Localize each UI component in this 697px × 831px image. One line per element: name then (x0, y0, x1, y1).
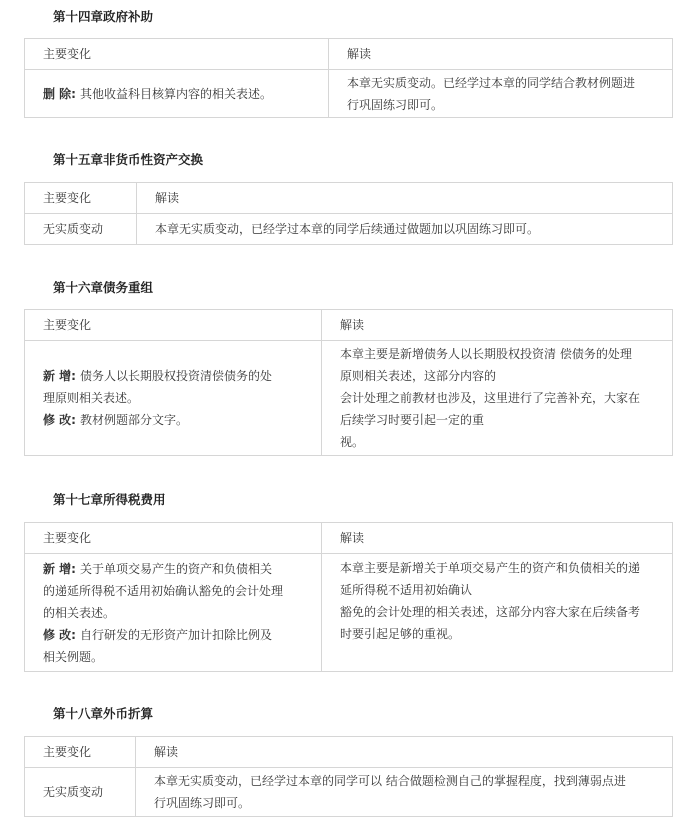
chapter-18-title: 第十八章外币折算 (53, 706, 154, 721)
changes-cell: 无实质变动 (25, 214, 137, 245)
modify-label: 修 改: (43, 413, 76, 427)
change-text: 相关例题。 (43, 649, 104, 664)
interpretation-line: 原则相关表述，这部分内容的 (340, 369, 497, 383)
change-text: 的相关表述。 (43, 605, 116, 620)
change-text: 教材例题部分文字。 (79, 413, 188, 427)
interpretation-line: 行巩固练习即可。 (154, 796, 251, 810)
changes-cell (25, 341, 322, 456)
chapter-16-title: 第十六章债务重组 (53, 280, 154, 295)
interpretation-line: 本章主要是新增债务人以长期股权投资清 偿债务的处理 (340, 347, 632, 361)
interpretation-cell: 本章无实质变动，已经学过本章的同学后续通过做题加以巩固练习即可。 (137, 214, 673, 245)
add-label: 新 增: (43, 561, 76, 576)
change-text: 自行研发的无形资产加计扣除比例及 (79, 627, 272, 642)
interpretation-cell (322, 554, 673, 672)
interpretation-line: 时要引起足够的重视。 (340, 627, 461, 641)
header-interpretation: 解读 (137, 183, 673, 214)
header-interpretation: 解读 (322, 310, 673, 341)
header-interpretation: 解读 (329, 39, 673, 70)
chapter-15-title: 第十五章非货币性资产交换 (53, 152, 204, 167)
change-text: 关于单项交易产生的资产和负债相关 (79, 561, 272, 576)
chapter-14-table (24, 38, 673, 118)
chapter-17-table (24, 522, 673, 672)
chapter-17-title: 第十七章所得税费用 (53, 492, 166, 507)
chapter-18-table (24, 736, 673, 817)
change-text: 的递延所得税不适用初始确认豁免的会计处理 (43, 583, 284, 598)
modify-label: 修 改: (43, 627, 76, 642)
interpretation-cell (329, 70, 673, 118)
header-main-change: 主要变化 (25, 39, 329, 70)
interpretation-line: 本章无实质变动，已经学过本章的同学可以 结合做题检测自己的掌握程度，找到薄弱点进 (154, 774, 626, 788)
header-main-change: 主要变化 (25, 183, 137, 214)
interpretation-line: 延所得税不适用初始确认 (340, 583, 473, 597)
chapter-15-table (24, 182, 673, 245)
changes-cell (25, 554, 322, 672)
interpretation-line: 行巩固练习即可。 (347, 97, 444, 112)
interpretation-cell (322, 341, 673, 456)
header-main-change: 主要变化 (25, 523, 322, 554)
header-main-change: 主要变化 (25, 737, 136, 768)
chapter-16-table (24, 309, 673, 456)
interpretation-line: 本章主要是新增关于单项交易产生的资产和负债相关的递 (340, 561, 641, 575)
interpretation-cell (136, 768, 673, 817)
changes-cell (25, 70, 329, 118)
interpretation-line: 会计处理之前教材也涉及，这里进行了完善补充，大家在 (340, 391, 641, 405)
interpretation-line: 后续学习时要引起一定的重 (340, 413, 485, 427)
changes-cell: 无实质变动 (25, 768, 136, 817)
add-label: 新 增: (43, 369, 76, 383)
header-interpretation: 解读 (322, 523, 673, 554)
interpretation-line: 本章无实质变动。已经学过本章的同学结合教材例题进 (347, 75, 636, 90)
header-interpretation: 解读 (136, 737, 673, 768)
change-text: 理原则相关表述。 (43, 391, 140, 405)
chapter-14-title: 第十四章政府补助 (53, 9, 154, 24)
header-main-change: 主要变化 (25, 310, 322, 341)
interpretation-line: 豁免的会计处理的相关表述，这部分内容大家在后续备考 (340, 605, 641, 619)
interpretation-line: 视。 (340, 435, 365, 449)
change-text: 债务人以长期股权投资清偿债务的处 (79, 369, 272, 383)
change-label: 删 除: (43, 86, 76, 101)
change-text: 其他收益科目核算内容的相关表述。 (79, 86, 272, 101)
